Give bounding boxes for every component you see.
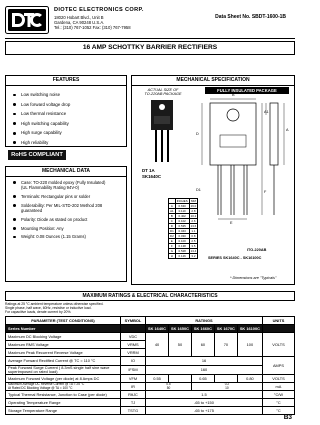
table-row: H 0.126 3.2 [169,254,198,259]
mechanical-item: Terminals: Rectangular pins or solder [13,194,122,199]
company-name: DIOTEC ELECTRONICS CORP. [54,7,144,13]
features-header: FEATURES [6,76,126,86]
mechanical-data-list [6,177,126,240]
table-header-row [6,317,295,325]
part-marking-line2: SK1640C [142,174,162,179]
series-cell: SK 1670C [214,325,237,333]
table-row: D2 0.030 0.8 [169,234,198,239]
datasheet-number: Data Sheet No. SBDT-1600-1B [215,14,286,20]
dim-label-a1: A1 [264,110,269,114]
table-row: Maximum Forward Voltage (per diode) at 8 Amps DC VFM 0.55 0.65 0.80 VOLTS [6,374,295,382]
page-number: B3 [283,414,292,421]
rohs-badge: RoHS COMPLIANT [8,150,66,160]
table-row: Storage Temperature Range TSTG -65 to +175 °C [6,407,295,415]
dim-label-d: D [196,132,199,136]
table-row: Maximum Average DC Reverse Current @ TA = 25 °C At Rated DC Blocking Voltage @ TA = 100 °C IR 0.5 50 0.2 10 mA [6,383,295,391]
ratings-table [5,316,295,415]
max-ratings-header: MAXIMUM RATINGS & ELECTRICAL CHARACTERISTICS [5,291,295,301]
dim-label-b: B [232,93,235,97]
series-cell: SK 1660C [191,325,214,333]
mechanical-data-section [5,166,127,282]
dimensions-note: * Dimensions are "Typicals" [230,276,277,280]
dim-label-d1: D1 [196,188,201,192]
mechanical-item: Case: TO-220 molded epoxy (Fully Insulated) (UL Flammability Rating 94V-0) [13,180,122,190]
mechanical-item: Polarity: Diode as stated on product [13,217,122,222]
table-row: B 0.402 10.2 [169,214,198,219]
table-row: C 0.102 2.6 [169,219,198,224]
actual-size-caption: ACTUAL SIZE OF TO-220AB PACKAGE [144,88,182,97]
company-address-1: 18020 Hobart Blvd., Unit B [54,15,104,20]
series-range: SERIES SK1640C - SK16100C [208,256,262,260]
mechanical-data-header: MECHANICAL DATA [6,167,126,177]
dim-label-f: F [264,190,267,194]
table-row: D 0.535 13.6 [169,224,198,229]
fully-insulated-badge: FULLY INSULATED PACKAGE [205,87,289,94]
table-row: Typical Thermal Resistance, Junction to Case (per diode) RθJC 1.5 °C/W [6,391,295,399]
table-row: Average Forward Rectified Current @ TC = 110 °C IO 16 AMPS [6,357,295,365]
table-row: F 0.138 3.5 [169,244,198,249]
table-row: A 0.630 16.0 [169,204,198,209]
table-row: Maximum DC Blocking Voltage VDC 40 50 60 70 100 VOLTS [6,333,295,341]
company-address-2: Gardena, CA 90248 U.S.A. [54,20,105,25]
feature-item: Low thermal resistance [13,109,126,119]
table-row: G 0.528 13.4 [169,249,198,254]
page-title: 16 AMP SCHOTTKY BARRIER RECTIFIERS [5,41,295,55]
part-marking-line1: DT 1A [142,168,155,173]
dimension-table [168,198,198,259]
series-cell: SK 16100C [237,325,262,333]
table-row [6,325,295,333]
mechanical-spec-header: MECHANICAL SPECIFICATION [132,76,294,86]
features-section [5,75,127,147]
dim-label-e: E [230,221,233,225]
table-row: INCHES MM [169,199,198,204]
feature-item: Low forward voltage drop [13,100,126,110]
table-row: Maximum Peak Recurrent Reverse Voltage VRRM [6,349,295,357]
header-divider [5,38,295,39]
package-photo [150,100,174,167]
table-row: Operating Temperature Range TJ -65 to +150 °C [6,399,295,407]
table-row: D1 0.043 1.1 [169,229,198,234]
feature-item: High switching capability [13,119,126,129]
package-name: ITO-220AB [247,248,267,252]
series-cell: SK 1640C [146,325,169,333]
table-row: Maximum RMS Voltage VRMS [6,341,295,349]
column-header: UNITS [262,317,294,325]
dim-label-a: A [286,128,289,132]
column-header: SYMBOL [120,317,145,325]
feature-item: High reliability [13,138,126,148]
column-header: PARAMETER (TEST CONDITIONS) [6,317,121,325]
table-row: Peak Forward Surge Current ( 8.3mS single half sine wave superimposed on rated load) IFSM 160 [6,365,295,374]
table-row: E 0.100 2.5 [169,239,198,244]
company-logo [5,6,49,34]
mechanical-item: Mounting Position: Any [13,226,122,231]
ratings-notes: Ratings at 25 °C ambient temperature unless otherwise specified. Single phase, half wave, 60Hz, resistive or inductive load. For capacitive loads, derate current by 20%. [5,302,104,314]
company-phone: Tel.: (310) 767-1052 Fax: (310) 767-7958 [54,25,131,30]
features-list [6,86,126,148]
mechanical-item: Solderability: Per MIL-STD-202 Method 208 guaranteed [13,203,122,213]
feature-item: High surge capability [13,128,126,138]
mechanical-item: Weight: 0.08 Ounces (1.15 Grams) [13,234,122,239]
series-cell: SK 1650C [168,325,191,333]
package-outline-drawing [198,97,290,228]
table-row: A1 0.110 2.8 [169,209,198,214]
column-header: RATINGS [146,317,263,325]
feature-item: Low switching noise [13,90,126,100]
series-number-label: Series Number [6,325,121,333]
